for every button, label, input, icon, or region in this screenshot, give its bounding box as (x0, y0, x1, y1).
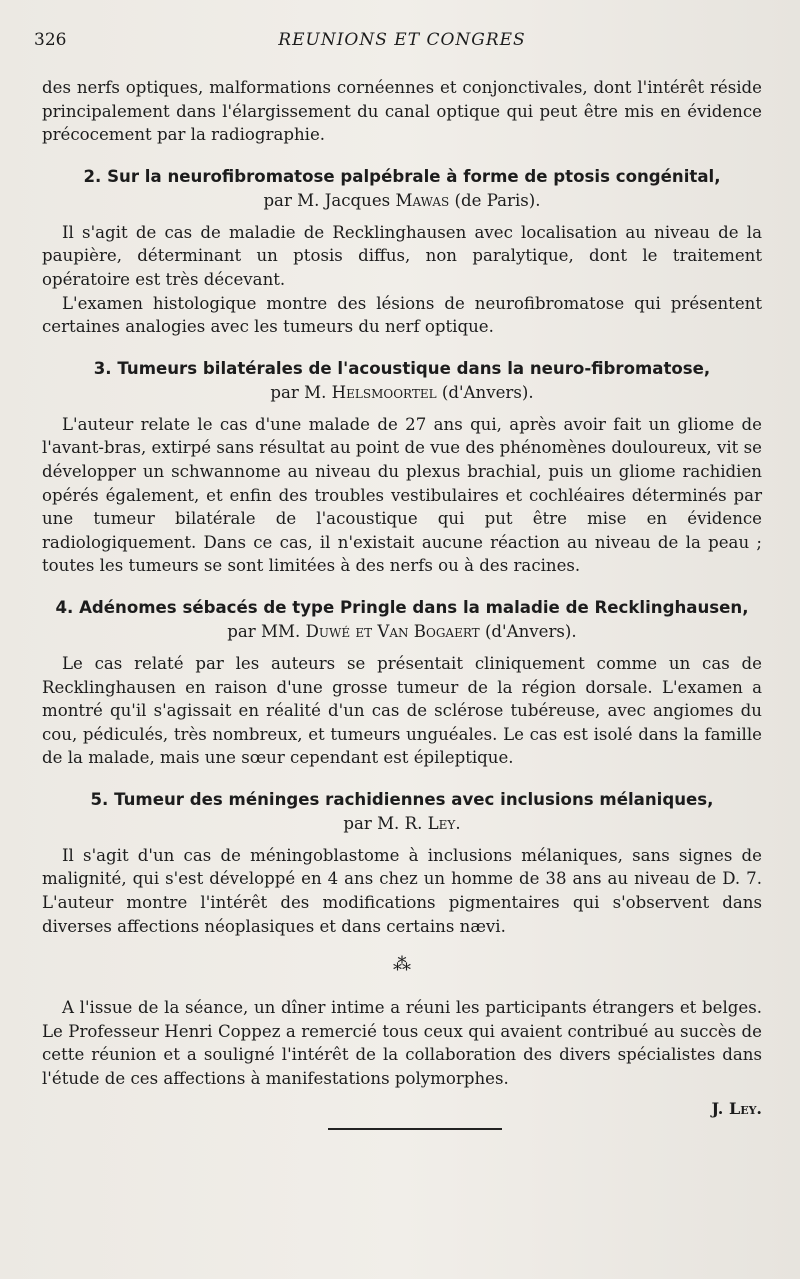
signature-initial: J. (711, 1098, 729, 1118)
section-2 (42, 165, 762, 339)
closing-paragraph: A l'issue de la séance, un dîner intime a réuni les participants étrangers et belges. Le Professeur Henri Coppez a remercié tous ceux qui avaient contribué au succès de cette réunion et a souligné l'intérêt de la collaboration des divers spécialistes dans l'étude de ces affections à manifestations polymorphes. (42, 998, 762, 1089)
byline-suffix: . (455, 813, 461, 833)
section-byline (42, 812, 762, 836)
byline-suffix: (d'Anvers). (436, 382, 534, 402)
byline-authors: Duwé et Van Bogaert (305, 621, 480, 641)
byline-prefix: par M. R. (343, 813, 428, 833)
running-head (34, 28, 762, 56)
byline-authors: Mawas (395, 190, 450, 210)
signature (42, 1099, 762, 1118)
byline-authors: Ley (427, 813, 456, 833)
section-heading: 4. Adénomes sébacés de type Pringle dans la maladie de Recklinghausen, (55, 597, 749, 617)
byline-suffix: (d'Anvers). (479, 621, 577, 641)
section-paragraph: L'examen histologique montre des lésions de neurofibromatose qui présentent certaines analogies avec les tumeurs du nerf optique. (42, 293, 762, 337)
signature-name: Ley. (728, 1098, 762, 1118)
section-4 (42, 596, 762, 770)
section-byline (42, 620, 762, 644)
section-byline (42, 189, 762, 213)
section-3 (42, 357, 762, 578)
byline-suffix: (de Paris). (449, 190, 541, 210)
section-paragraph: Il s'agit de cas de maladie de Recklinghausen avec localisation au niveau de la paupière, déterminant un ptosis diffus, non paralytique, dont le traitement opératoire est très décevant. (42, 222, 762, 289)
byline-prefix: par M. Jacques (263, 190, 396, 210)
asterism: ⁂ (393, 954, 411, 976)
intro-paragraph: des nerfs optiques, malformations cornéennes et conjonctivales, dont l'intérêt réside principalement dans l'élargissement du canal optique qui peut être mis en évidence précocement par la radiographie. (42, 78, 762, 145)
page-number: 326 (34, 30, 67, 50)
byline-prefix: par M. (270, 382, 332, 402)
section-heading: 2. Sur la neurofibromatose palpébrale à forme de ptosis congénital, (83, 166, 721, 186)
end-rule (328, 1128, 502, 1130)
running-title: REUNIONS ET CONGRES (278, 30, 526, 50)
section-heading: 3. Tumeurs bilatérales de l'acoustique dans la neuro-fibromatose, (93, 358, 711, 378)
section-heading: 5. Tumeur des méninges rachidiennes avec inclusions mélaniques, (90, 789, 714, 809)
byline-prefix: par MM. (227, 621, 306, 641)
section-paragraph: Il s'agit d'un cas de méningoblastome à inclusions mélaniques, sans signes de malignité, qui s'est développé en 4 ans chez un homme de 38 ans au niveau de D. 7. L'auteur montre l'intérêt des modifications pigmentaires qui s'observent dans diverses affections néoplasiques et dans certains nævi. (42, 845, 762, 936)
byline-authors: Helsmoortel (331, 382, 437, 402)
section-5 (42, 788, 762, 938)
section-paragraph: L'auteur relate le cas d'une malade de 27 ans qui, après avoir fait un gliome de l'avant-bras, extirpé sans résultat au point de vue des phénomènes douloureux, vit se développer un schwannome au niveau du plexus brachial, puis un gliome rachidien opérés également, et enfin des troubles vestibulaires et cochléaires déterminés par une tumeur bilatérale de l'acoustique qui put être mise en évidence radiologiquement. Dans ce cas, il n'existait aucune réaction au niveau de la peau ; toutes les tumeurs se sont limitées à des nerfs ou à des racines. (42, 414, 762, 576)
section-paragraph: Le cas relaté par les auteurs se présentait cliniquement comme un cas de Recklinghausen en raison d'une grosse tumeur de la région dorsale. L'examen a montré qu'il s'agissait en réalité d'un cas de sclérose tubéreuse, avec angiomes du cou, pédiculés, très nombreux, et tumeurs unguéales. Le cas est isolé dans la famille de la malade, mais une sœur cependant est épileptique. (42, 653, 762, 768)
section-byline (42, 381, 762, 405)
